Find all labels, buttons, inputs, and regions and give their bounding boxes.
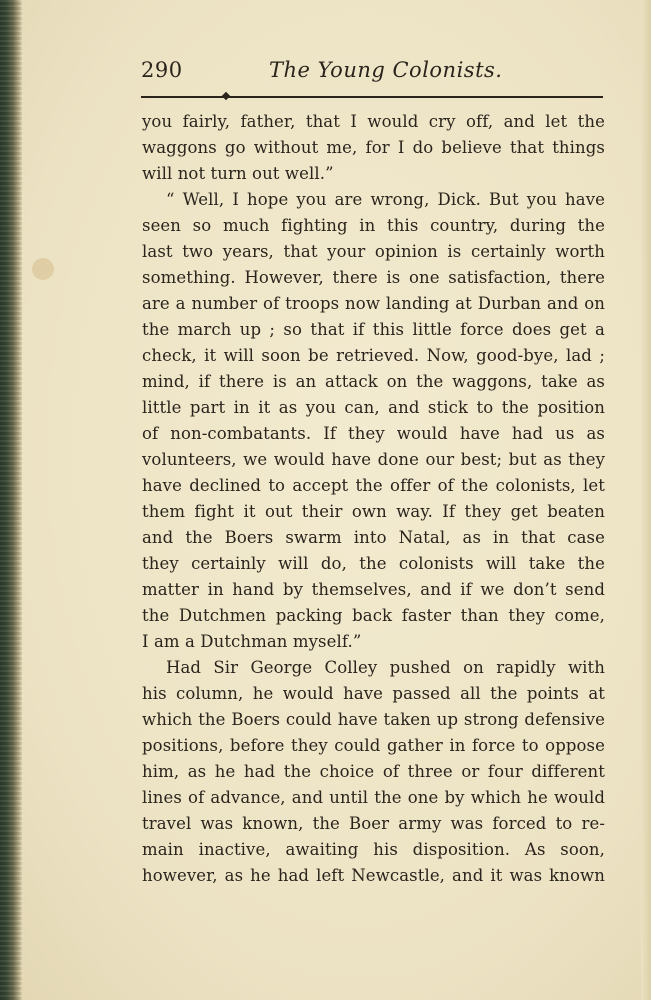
text-line: they certainly will do, the colonists will take the — [142, 554, 605, 573]
text-line: of non-combatants. If they would have had us as — [142, 424, 605, 443]
text-line: main inactive, awaiting his disposition. As soon, — [142, 840, 605, 859]
text-line: check, it will soon be retrieved. Now, good-bye, lad ; — [142, 346, 605, 365]
body-text — [142, 109, 605, 889]
page-edge — [641, 0, 651, 1000]
text-line: positions, before they could gather in force to oppose — [142, 736, 605, 755]
page-header — [141, 56, 605, 86]
text-line: you fairly, father, that I would cry off, and let the — [142, 112, 605, 131]
text-line: “ Well, I hope you are wrong, Dick. But you have — [166, 190, 605, 209]
text-line: waggons go without me, for I do believe that things — [142, 138, 605, 157]
running-title: The Young Colonists. — [269, 58, 503, 82]
text-line: matter in hand by themselves, and if we don’t send — [142, 580, 605, 599]
header-rule — [141, 96, 603, 98]
text-line: I am a Dutchman myself.” — [142, 632, 362, 651]
text-line: last two years, that your opinion is certainly worth — [142, 242, 605, 261]
text-line: them fight it out their own way. If they get beaten — [142, 502, 605, 521]
text-line: which the Boers could have taken up strong defensive — [142, 710, 605, 729]
text-line: are a number of troops now landing at Durban and on — [142, 294, 605, 313]
page-number: 290 — [141, 58, 183, 82]
text-line: and the Boers swarm into Natal, as in that case — [142, 528, 605, 547]
text-line: seen so much fighting in this country, during the — [142, 216, 605, 235]
text-line: his column, he would have passed all the points at — [142, 684, 605, 703]
text-line: him, as he had the choice of three or four different — [142, 762, 605, 781]
paper-stain — [32, 258, 54, 280]
text-line: something. However, there is one satisfaction, there — [142, 268, 605, 287]
text-line: mind, if there is an attack on the waggons, take as — [142, 372, 605, 391]
text-line: lines of advance, and until the one by which he would — [142, 788, 605, 807]
text-line: volunteers, we would have done our best; but as they — [142, 450, 605, 469]
text-line: Had Sir George Colley pushed on rapidly with — [166, 658, 605, 677]
text-line: travel was known, the Boer army was forced to re- — [142, 814, 605, 833]
text-line: the march up ; so that if this little force does get a — [142, 320, 605, 339]
text-line: have declined to accept the offer of the colonists, let — [142, 476, 605, 495]
text-line: little part in it as you can, and stick to the position — [142, 398, 605, 417]
binding-texture — [0, 0, 22, 1000]
text-line: however, as he had left Newcastle, and it was known — [142, 866, 605, 885]
text-line: will not turn out well.” — [142, 164, 334, 183]
text-line: the Dutchmen packing back faster than they come, — [142, 606, 605, 625]
